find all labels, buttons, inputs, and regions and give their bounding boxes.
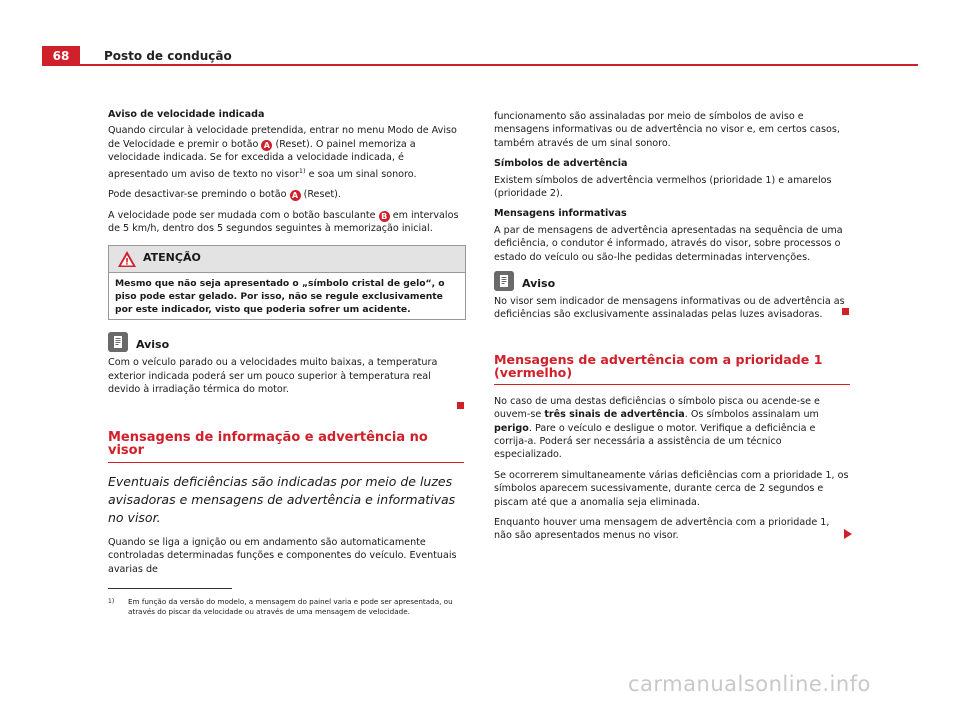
warning-box: [108, 245, 466, 320]
note-title: Aviso: [136, 338, 170, 352]
paragraph-continued: funcionamento são assinaladas por meio de símbolos de aviso e mensagens informativas ou de advertência no visor e, em certos casos, também através de um sinal sonoro.: [494, 111, 840, 149]
note-header: [108, 332, 464, 354]
watermark: carmanualsonline.info: [628, 672, 871, 696]
paragraph-speed-1: Quando circular à velocidade pretendida, entrar no menu Modo de Aviso de Velocidade e premir o botão A (Reset). O painel memoriza a velocidade indicada. Se for excedida a velocidade indicada, é apresentado um aviso de texto no visor$^{1)}$ e soa um sinal sonoro.: [108, 125, 457, 180]
footnote-ref: 1): [298, 166, 306, 175]
paragraph-no-menus: Enquanto houver uma mensagem de advertência com a prioridade 1, não são apresentados menus no visor.: [494, 516, 850, 543]
right-column: [494, 110, 850, 550]
footnote-text: Em função da versão do modelo, a mensagem do painel varia e pode ser apresentada, ou através do piscar da velocidade ou através de uma mensagem de velocidade.: [128, 597, 453, 616]
warning-text: Mesmo que não seja apresentado o „símbolo cristal de gelo“, o piso pode estar gelado. Por isso, não se regule exclusivamente por este indicador, visto que poderia sofrer um acidente.: [115, 278, 445, 316]
header-rule: [42, 64, 918, 66]
continue-arrow-icon: [844, 529, 852, 539]
note-header: [494, 271, 850, 293]
paragraph-display-intro: Quando se liga a ignição ou em andamento são automaticamente controladas determinadas funções e componentes do veículo. Eventuais avarias de: [108, 536, 457, 575]
section-lead: Eventuais deficiências são indicadas por meio de luzes avisadoras e mensagens de advertência e informativas no visor.: [108, 473, 456, 525]
warning-header: [109, 246, 465, 273]
page-number: 68: [42, 46, 80, 66]
subheading-speed-warning: Aviso de velocidade indicada: [108, 109, 265, 120]
paragraph-multiple-faults: Se ocorrerem simultaneamente várias deficiências com a prioridade 1, os símbolos aparecem sucessivamente, durante cerca de 2 segundos e piscam até que a anomalia seja eliminada.: [494, 469, 849, 508]
paragraph-info-messages: A par de mensagens de advertência apresentadas na sequência de uma deficiência, o condutor é informado, através do visor, sobre processos o estado do veículo ou são-lhe pedidas determinadas intervenções.: [494, 224, 843, 263]
button-a-label: A: [261, 140, 272, 151]
page-title: Posto de condução: [104, 49, 232, 63]
paragraph-speed-3: A velocidade pode ser mudada com o botão basculante B em intervalos de 5 km/h, dentro dos 5 segundos seguintes à memorização inicial.: [108, 209, 459, 235]
note-text: Com o veículo parado ou a velocidades muito baixas, a temperatura exterior indicada poderá ser um pouco superior à temperatura real devido à irradiação térmica do motor.: [108, 357, 438, 396]
section-heading-priority-1: Mensagens de advertência com a prioridade 1 (vermelho): [494, 353, 850, 385]
subheading-warning-symbols: Símbolos de advertência: [494, 158, 628, 170]
info-note-icon: [494, 271, 514, 291]
info-note-icon: [108, 332, 128, 352]
footnote-rule: [108, 588, 232, 589]
left-column: [108, 108, 464, 583]
end-of-section-icon: [842, 308, 849, 315]
note-title: Aviso: [522, 277, 556, 291]
end-of-section-icon: [457, 402, 464, 409]
button-a-label: A: [290, 190, 301, 201]
warning-triangle-icon: [117, 250, 137, 268]
paragraph-priority-1: No caso de uma destas deficiências o símbolo pisca ou acende-se e ouvem-se três sinais de advertência. Os símbolos assinalam um perigo. Pare o veículo e desligue o motor. Verifique a deficiência e corrija-a. Poderá ser necessária a assistência de um técnico especializado.: [494, 395, 820, 461]
warning-title: ATENÇÃO: [143, 251, 201, 265]
paragraph-speed-2: Pode desactivar-se premindo o botão A (Reset).: [108, 189, 341, 201]
footnote-number: 1): [108, 598, 115, 605]
button-b-label: B: [379, 211, 390, 222]
paragraph-symbols: Existem símbolos de advertência vermelhos (prioridade 1) e amarelos (prioridade 2).: [494, 174, 832, 200]
subheading-info-messages: Mensagens informativas: [494, 208, 627, 220]
note-text: No visor sem indicador de mensagens informativas ou de advertência as deficiências são exclusivamente assinaladas pelas luzes avisadoras.: [494, 295, 850, 322]
section-heading-display-messages: Mensagens de informação e advertência no visor: [108, 431, 464, 463]
